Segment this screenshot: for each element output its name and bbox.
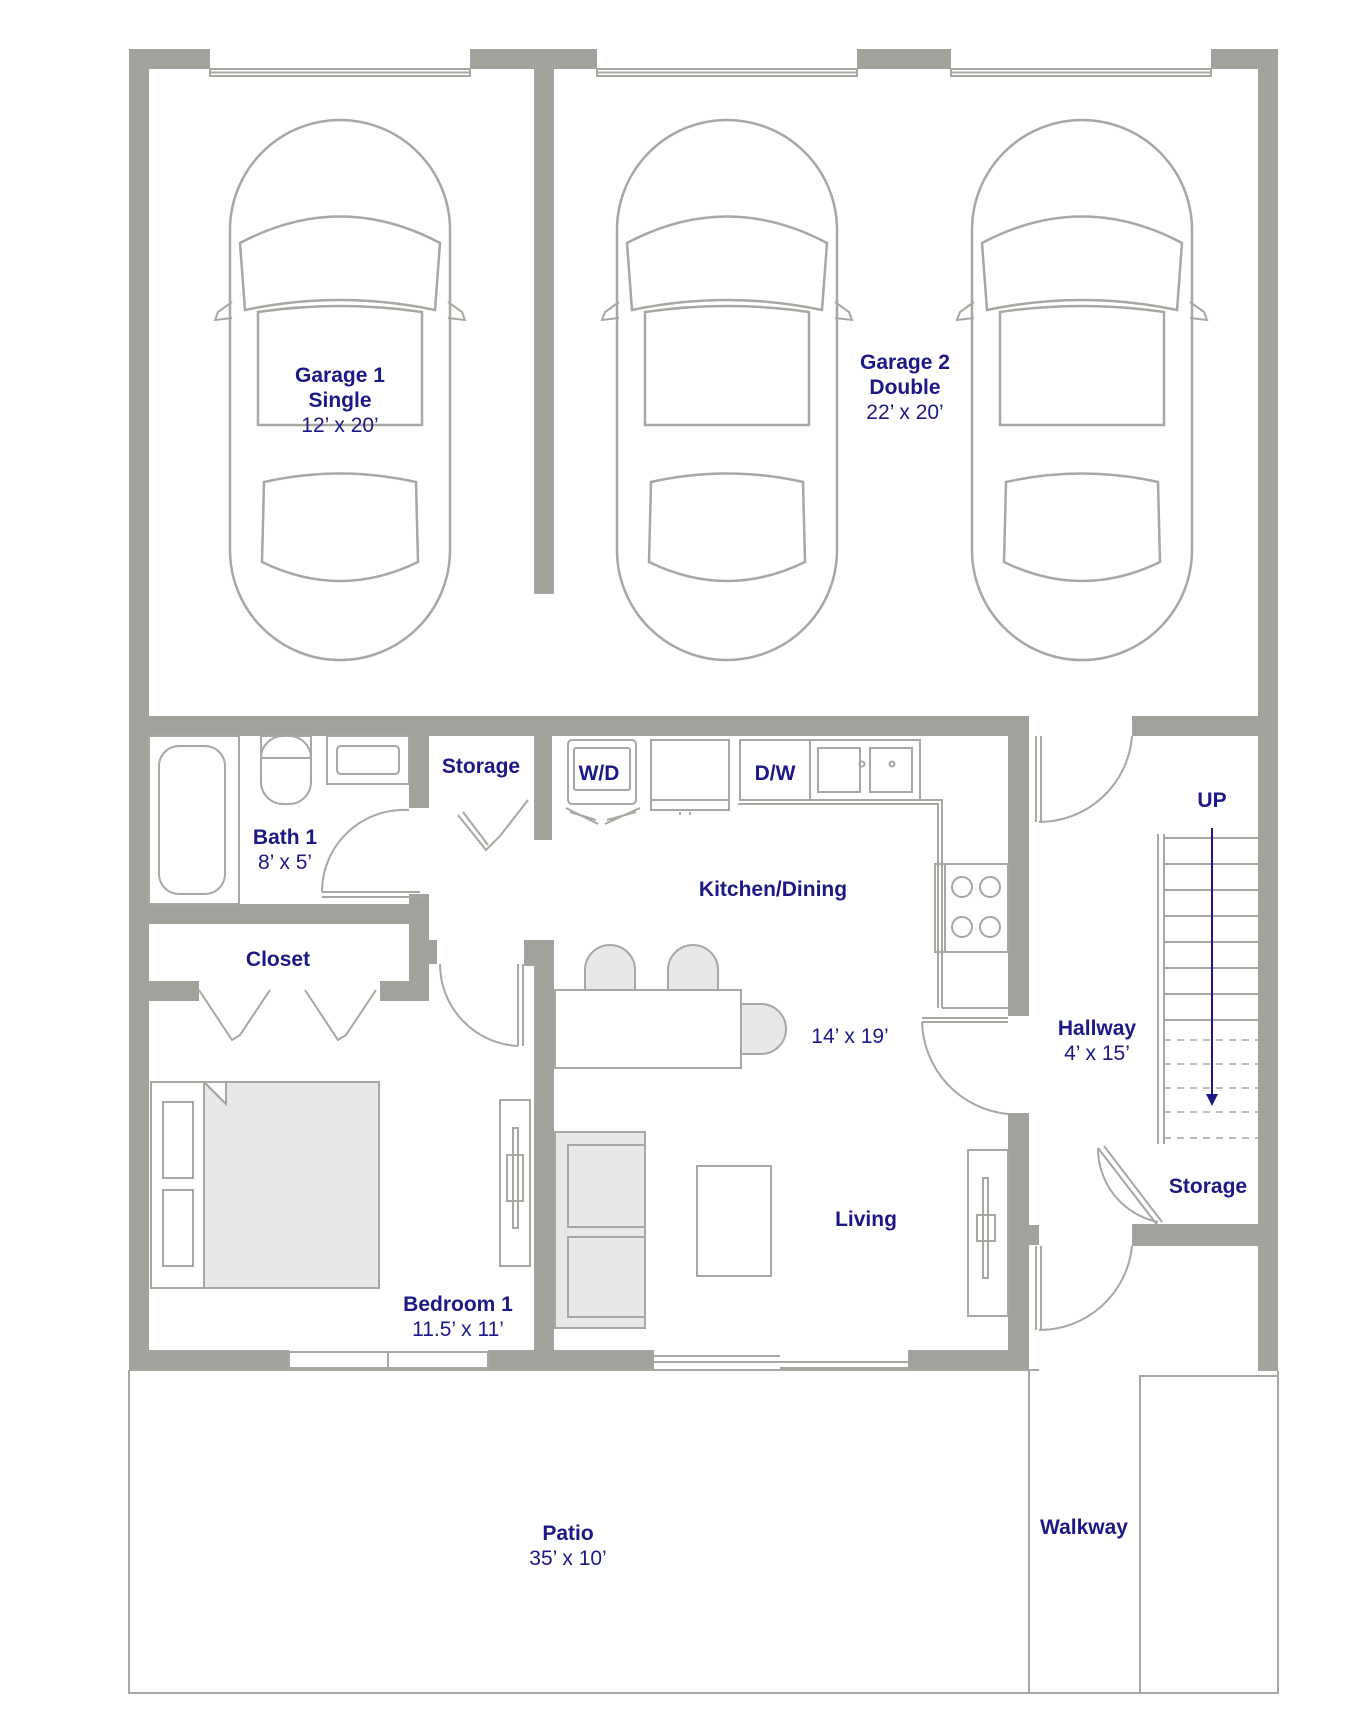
sofa-icon (555, 1132, 645, 1328)
patio-name: Patio (542, 1522, 594, 1545)
garage2-label (860, 351, 950, 424)
storage-hall-door-icon (1098, 1146, 1162, 1226)
hallway-size: 4’ x 15’ (1064, 1042, 1130, 1065)
coffee-table (697, 1166, 771, 1276)
walkway-label: Walkway (1040, 1516, 1128, 1539)
garage-hall-door-icon (1036, 736, 1132, 822)
storage-top-label: Storage (441, 755, 521, 778)
kitchen-hall-door-icon (922, 1018, 1008, 1114)
kitchen-size: 14’ x 19’ (811, 1025, 889, 1048)
garage2-car-left-icon (602, 120, 852, 660)
bath1-name: Bath 1 (252, 826, 318, 849)
bedroom1-label (403, 1293, 513, 1341)
closet-label: Closet (245, 948, 311, 971)
kitchen-sink-icon (810, 740, 920, 800)
bedroom1-size: 11.5’ x 11’ (412, 1318, 504, 1341)
garage-windows (210, 69, 1211, 76)
bathtub-icon (149, 736, 239, 904)
garage2-name: Garage 2 (860, 351, 950, 374)
bath-door-icon (322, 810, 420, 897)
exterior-hall-door-icon (1036, 1246, 1132, 1330)
living-tv-icon (968, 1150, 1008, 1316)
bar-stool-icons (585, 945, 786, 1054)
closet-bifold-door-icon (199, 990, 376, 1040)
bedroom-door-icon (440, 964, 523, 1046)
garage1-name: Garage 1 (295, 364, 385, 387)
hallway-name: Hallway (1057, 1017, 1137, 1040)
bedroom1-name: Bedroom 1 (403, 1293, 513, 1316)
refrigerator-icon (651, 740, 729, 815)
garage2-size: 22’ x 20’ (866, 401, 944, 424)
patio-label (529, 1522, 606, 1570)
bedroom-tv-icon (500, 1100, 530, 1266)
garage1-label (295, 364, 385, 437)
storage-hall-label: Storage (1168, 1175, 1248, 1198)
bath1-size: 8’ x 5’ (257, 851, 313, 874)
patio-size: 35’ x 10’ (529, 1547, 607, 1570)
hallway-label (1058, 1017, 1137, 1065)
bed-icon (151, 1082, 379, 1288)
stove-icon (935, 864, 1008, 952)
kitchen-island (555, 990, 741, 1068)
kitchen-counter (738, 800, 1008, 1008)
stairs-up-label: UP (1197, 789, 1227, 812)
kitchen-label: Kitchen/Dining (698, 878, 848, 901)
bath1-label (253, 826, 318, 874)
toilet-icon (261, 736, 311, 804)
garage2-car-right-icon (957, 120, 1207, 660)
garage1-type: Single (308, 389, 372, 412)
bath-sink-icon (327, 736, 409, 784)
storage-bifold-door-icon (458, 800, 528, 850)
wd-label: W/D (578, 762, 620, 785)
dw-label: D/W (754, 762, 796, 785)
garage1-size: 12’ x 20’ (301, 414, 379, 437)
garage2-type: Double (869, 376, 941, 399)
living-label: Living (835, 1208, 897, 1231)
